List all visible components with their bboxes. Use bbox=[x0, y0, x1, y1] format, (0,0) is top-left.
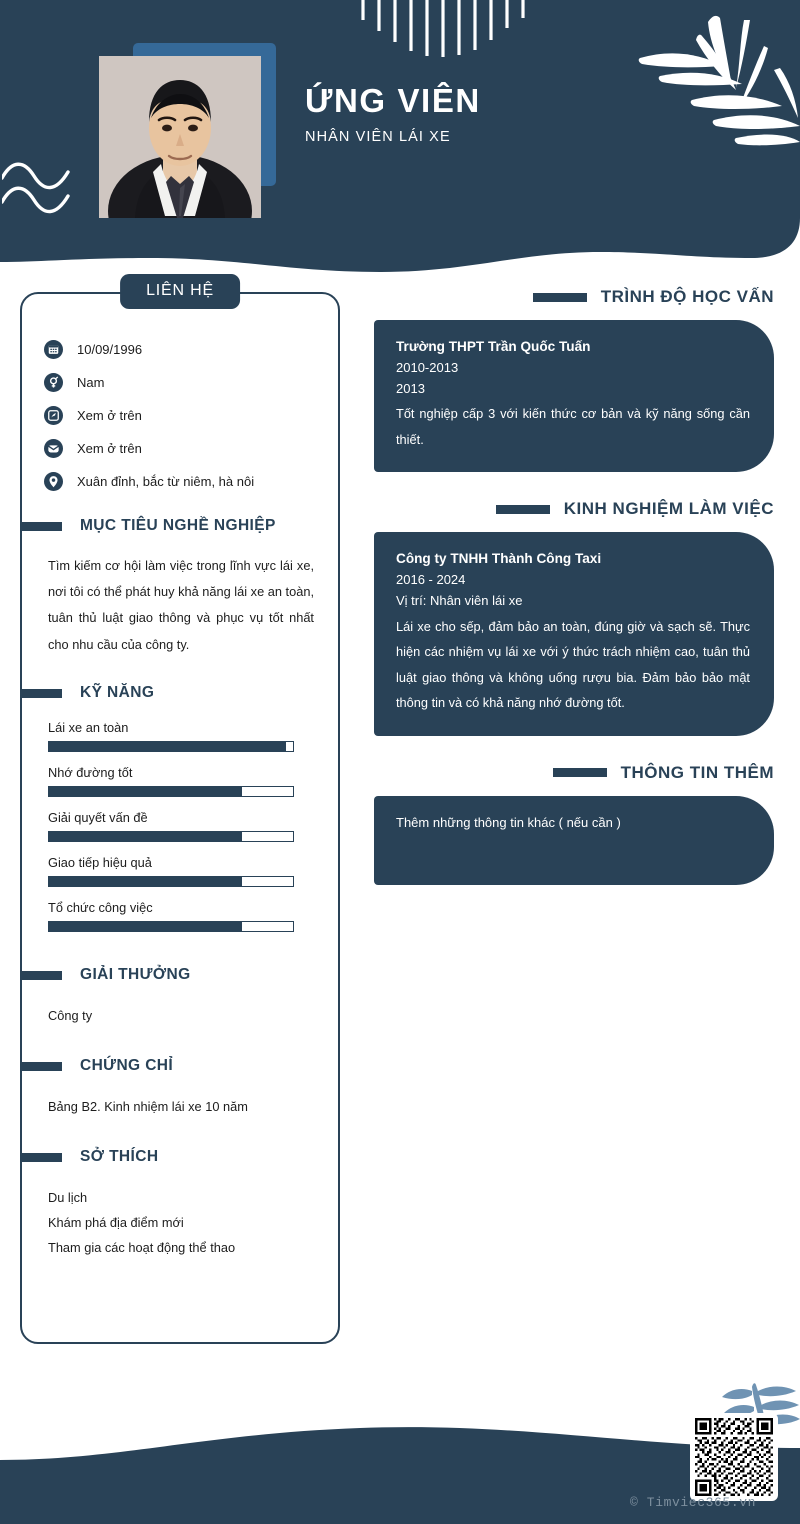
page-title: ỨNG VIÊN bbox=[305, 82, 481, 119]
school-name: Trường THPT Trần Quốc Tuấn bbox=[396, 339, 591, 354]
skill-label: Tổ chức công việc bbox=[48, 899, 153, 915]
hobby-item: Du lịch bbox=[48, 1189, 88, 1205]
skill-progress-track bbox=[48, 876, 294, 887]
skills-list bbox=[48, 720, 314, 932]
contact-value: 10/09/1996 bbox=[77, 341, 143, 357]
experience-description: Lái xe cho sếp, đảm bảo an toàn, đúng giờ và sạch sẽ. Thực hiện các nhiệm vụ lái xe với ý thức trách nhiệm cao, tuân thủ luật giao thông và không uống rượu bia. Đảm bảo bảo mật thông tin và có khả năng nhớ đường tốt. bbox=[396, 618, 750, 711]
contact-item-email bbox=[44, 439, 338, 458]
skill-item bbox=[48, 765, 314, 797]
skill-item bbox=[48, 810, 314, 842]
contact-item-birthday bbox=[44, 340, 338, 359]
additional-info-text: Thêm những thông tin khác ( nếu cần ) bbox=[396, 814, 621, 830]
wave-lines-decoration bbox=[2, 158, 82, 218]
section-header bbox=[374, 760, 774, 786]
section-marker-bar bbox=[553, 768, 607, 777]
section-objective bbox=[22, 513, 338, 658]
location-pin-icon bbox=[44, 472, 63, 491]
email-icon bbox=[44, 439, 63, 458]
section-marker-bar bbox=[20, 1062, 62, 1071]
experience-card bbox=[374, 532, 774, 736]
section-title: MỤC TIÊU NGHỀ NGHIỆP bbox=[80, 517, 276, 534]
skill-progress-fill bbox=[49, 922, 242, 931]
section-marker-bar bbox=[20, 971, 62, 980]
skill-label: Nhớ đường tốt bbox=[48, 764, 133, 780]
skill-progress-fill bbox=[49, 832, 242, 841]
section-marker-bar bbox=[496, 505, 550, 514]
brand-watermark: © Timviec365.vn bbox=[630, 1495, 757, 1510]
section-header bbox=[22, 513, 338, 539]
section-title: GIẢI THƯỞNG bbox=[80, 965, 191, 983]
award-item: Công ty bbox=[48, 1007, 93, 1023]
skill-progress-track bbox=[48, 786, 294, 797]
gender-icon bbox=[44, 373, 63, 392]
section-title: SỞ THÍCH bbox=[80, 1147, 159, 1165]
section-title: CHỨNG CHỈ bbox=[80, 1056, 174, 1074]
section-awards bbox=[22, 962, 338, 1029]
portrait-illustration bbox=[99, 56, 261, 218]
section-experience bbox=[374, 496, 774, 736]
hobby-item: Khám phá địa điểm mới bbox=[48, 1214, 184, 1230]
section-education bbox=[374, 284, 774, 472]
contact-list bbox=[44, 294, 338, 491]
section-header bbox=[22, 680, 338, 706]
calendar-icon bbox=[44, 340, 63, 359]
vertical-lines-decoration bbox=[355, 0, 535, 70]
skill-label: Lái xe an toàn bbox=[48, 719, 129, 735]
section-header bbox=[22, 962, 338, 988]
section-hobbies bbox=[22, 1144, 338, 1287]
contact-item-phone bbox=[44, 406, 338, 425]
education-period: 2010-2013 bbox=[396, 360, 459, 376]
contact-item-address bbox=[44, 472, 338, 491]
company-name: Công ty TNHH Thành Công Taxi bbox=[396, 551, 602, 567]
contact-section-badge: LIÊN HỆ bbox=[120, 274, 240, 309]
skill-label: Giao tiếp hiệu quả bbox=[48, 854, 152, 870]
skill-progress-track bbox=[48, 741, 294, 752]
hobby-item: Tham gia các hoạt động thể thao bbox=[48, 1239, 236, 1255]
contact-value: Nam bbox=[77, 374, 105, 390]
graduation-year: 2013 bbox=[396, 381, 425, 397]
skill-item bbox=[48, 900, 314, 932]
contact-value: Xem ở trên bbox=[77, 440, 142, 456]
section-marker-bar bbox=[533, 293, 587, 302]
skill-progress-track bbox=[48, 831, 294, 842]
section-header bbox=[374, 496, 774, 522]
skill-progress-fill bbox=[49, 877, 242, 886]
section-title: KỸ NĂNG bbox=[80, 683, 155, 701]
section-skills bbox=[22, 680, 338, 932]
section-title: KINH NGHIỆM LÀM VIỆC bbox=[563, 499, 774, 519]
objective-text: Tìm kiếm cơ hội làm việc trong lĩnh vực lái xe, nơi tôi có thể phát huy khả năng lái xe an toàn, tuân thủ luật giao thông và phục vụ tốt nhất cho nhu cầu của công ty. bbox=[48, 558, 314, 652]
section-marker-bar bbox=[20, 522, 62, 531]
cv-header bbox=[0, 0, 800, 272]
certificate-item: Bảng B2. Kinh nhiệm lái xe 10 năm bbox=[48, 1098, 248, 1114]
sidebar bbox=[20, 282, 340, 1344]
contact-value: Xuân đỉnh, bắc từ niêm, hà nôi bbox=[77, 473, 255, 489]
contact-value: Xem ở trên bbox=[77, 407, 142, 423]
education-card bbox=[374, 320, 774, 472]
skill-item bbox=[48, 855, 314, 887]
section-header bbox=[22, 1053, 338, 1079]
qr-code-image bbox=[695, 1418, 773, 1496]
experience-position: Vị trí: Nhân viên lái xe bbox=[396, 593, 523, 609]
skill-progress-fill bbox=[49, 742, 286, 751]
section-header bbox=[374, 284, 774, 310]
experience-period: 2016 - 2024 bbox=[396, 572, 466, 588]
avatar bbox=[99, 56, 261, 218]
skill-progress-track bbox=[48, 921, 294, 932]
additional-info-card bbox=[374, 796, 774, 885]
job-title: NHÂN VIÊN LÁI XE bbox=[305, 128, 451, 145]
header-name-block bbox=[305, 82, 685, 145]
education-description: Tốt nghiệp cấp 3 với kiến thức cơ bản và kỹ năng sống cần thiết. bbox=[396, 406, 750, 447]
skill-item bbox=[48, 720, 314, 752]
qr-code[interactable] bbox=[690, 1413, 778, 1501]
section-header bbox=[22, 1144, 338, 1170]
phone-icon bbox=[44, 406, 63, 425]
skill-progress-fill bbox=[49, 787, 242, 796]
contact-item-gender bbox=[44, 373, 338, 392]
skill-label: Giải quyết vấn đề bbox=[48, 809, 148, 825]
section-marker-bar bbox=[20, 1153, 62, 1162]
section-title: TRÌNH ĐỘ HỌC VẤN bbox=[600, 287, 774, 306]
section-title: THÔNG TIN THÊM bbox=[620, 762, 774, 782]
section-certificates bbox=[22, 1053, 338, 1120]
section-additional-info bbox=[374, 760, 774, 885]
main-column bbox=[374, 284, 774, 909]
section-marker-bar bbox=[20, 689, 62, 698]
